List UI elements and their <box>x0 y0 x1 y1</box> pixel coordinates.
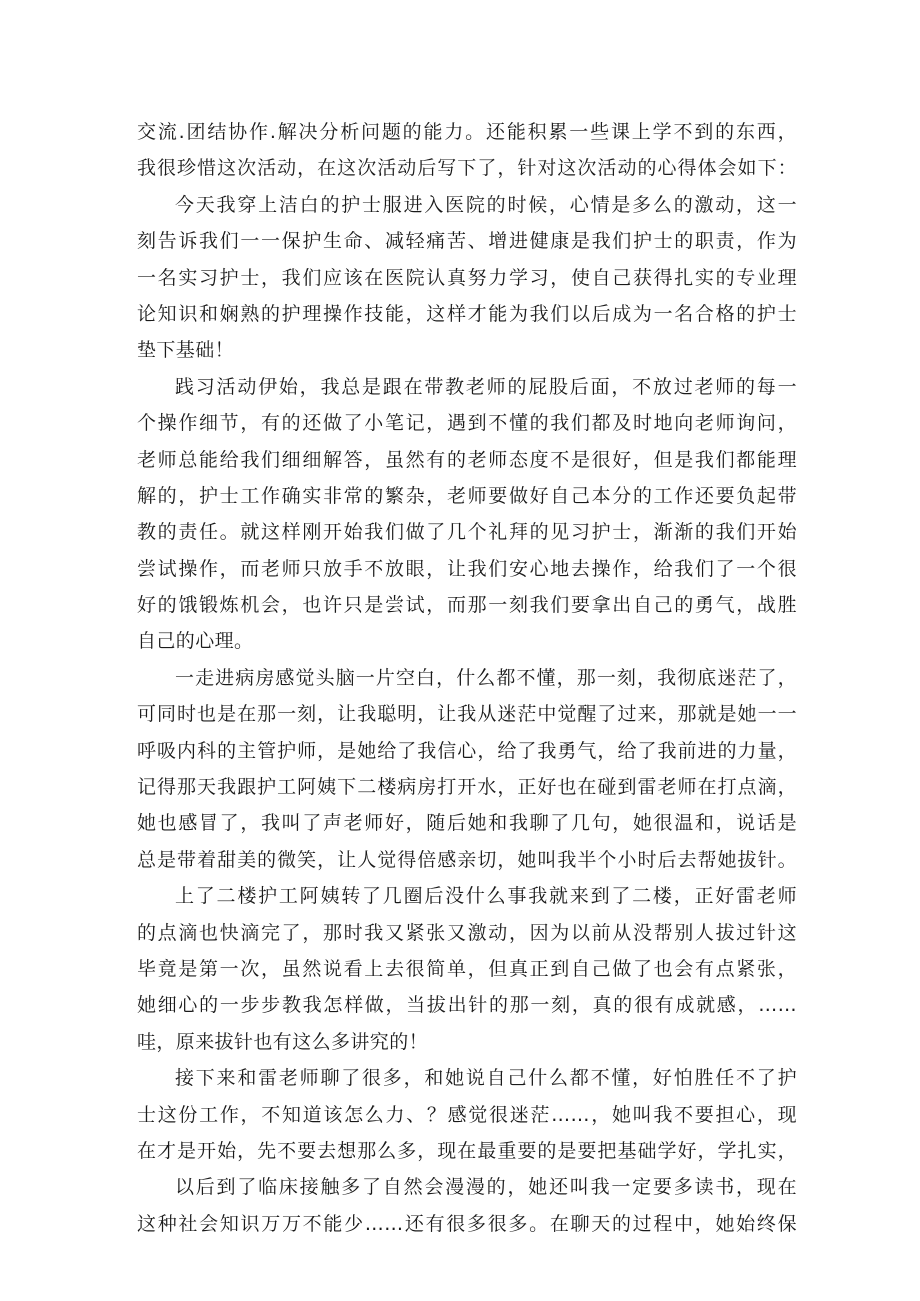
text-line: 上了二楼护工阿姨转了几圈后没什么事我就来到了二楼，正好雷老师 <box>175 885 797 908</box>
text-line: 总是带着甜美的微笑，让人觉得倍感亲切，她叫我半个小时后去帮她拔针。 <box>137 848 797 871</box>
text-line: 记得那天我跟护工阿姨下二楼病房打开水，正好也在碰到雷老师在打点滴， <box>137 776 797 799</box>
text-line: 践习活动伊始，我总是跟在带教老师的屁股后面，不放过老师的每一 <box>175 375 797 398</box>
document-body <box>137 114 797 1242</box>
text-line: 我很珍惜这次活动，在这次活动后写下了，针对这次活动的心得体会如下： <box>137 157 797 180</box>
text-line: 她细心的一步步教我怎样做，当拔出针的那一刻，真的很有成就感，…… <box>137 994 797 1017</box>
text-line: 交流.团结协作.解决分析问题的能力。还能积累一些课上学不到的东西， <box>137 121 797 143</box>
text-line: 今天我穿上洁白的护士服进入医院的时候，心情是多么的激动，这一 <box>175 193 797 216</box>
text-line: 老师总能给我们细细解答，虽然有的老师态度不是很好，但是我们都能理 <box>137 448 797 471</box>
text-line: 可同时也是在那一刻，让我聪明，让我从迷茫中觉醒了过来，那就是她一一 <box>137 703 797 726</box>
text-line: 哇，原来拔针也有这么多讲究的！ <box>137 1030 429 1053</box>
text-line: 在才是开始，先不要去想那么多，现在最重要的是要把基础学好，学扎实， <box>137 1139 797 1162</box>
text-line: 一走进病房感觉头脑一片空白，什么都不懂，那一刻，我彻底迷茫了， <box>175 666 797 689</box>
text-line: 的点滴也快滴完了，那时我又紧张又激动，因为以前从没帮别人拔过针这 <box>137 921 797 944</box>
text-line: 一名实习护士，我们应该在医院认真努力学习，使自己获得扎实的专业理 <box>137 266 797 289</box>
text-line: 垫下基础！ <box>137 339 235 362</box>
text-line: 呼吸内科的主管护师，是她给了我信心，给了我勇气，给了我前进的力量， <box>137 739 797 762</box>
text-line: 解的，护士工作确实非常的繁杂，老师要做好自己本分的工作还要负起带 <box>137 484 797 507</box>
text-line: 毕竟是第一次，虽然说看上去很简单，但真正到自己做了也会有点紧张， <box>137 957 797 980</box>
text-line: 刻告诉我们一一保护生命、减轻痛苦、增进健康是我们护士的职责，作为 <box>137 230 797 253</box>
text-line: 接下来和雷老师聊了很多，和她说自己什么都不懂，好怕胜任不了护 <box>175 1067 797 1090</box>
text-line: 她也感冒了，我叫了声老师好，随后她和我聊了几句，她很温和，说话是 <box>137 812 797 835</box>
text-line: 以后到了临床接触多了自然会漫漫的，她还叫我一定要多读书，现在 <box>175 1176 797 1199</box>
text-line: 个操作细节，有的还做了小笔记，遇到不懂的我们都及时地向老师询问， <box>137 412 797 435</box>
text-line: 尝试操作，而老师只放手不放眼，让我们安心地去操作，给我们了一个很 <box>137 557 797 580</box>
text-line: 论知识和娴熟的护理操作技能，这样才能为我们以后成为一名合格的护士 <box>137 302 797 325</box>
text-line: 教的责任。就这样刚开始我们做了几个礼拜的见习护士，渐渐的我们开始 <box>137 521 797 544</box>
text-line: 这种社会知识万万不能少……还有很多很多。在聊天的过程中，她始终保 <box>137 1212 797 1235</box>
text-line: 自己的心理。 <box>137 630 254 653</box>
text-line: 士这份工作，不知道该怎么力、？感觉很迷茫……，她叫我不要担心，现 <box>137 1103 797 1126</box>
text-line: 好的饿锻炼机会，也许只是尝试，而那一刻我们要拿出自己的勇气，战胜 <box>137 594 797 617</box>
